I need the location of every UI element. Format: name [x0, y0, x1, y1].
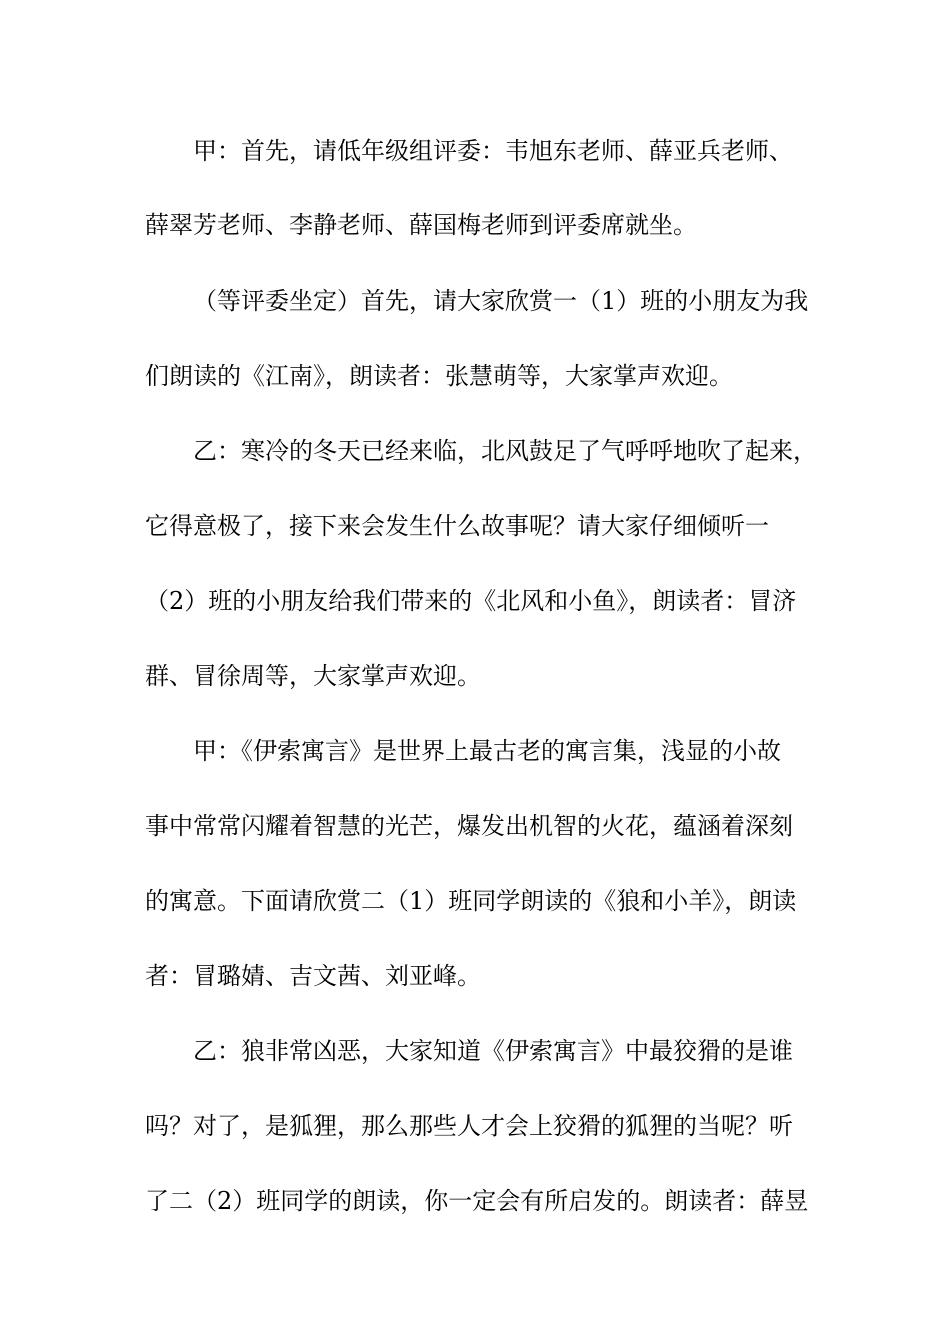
paragraph-4-line-4: 者：冒璐婧、吉文茜、刘亚峰。 [145, 962, 481, 990]
paragraph-2-line-2: 们朗读的《江南》，朗读者：张慧萌等，大家掌声欢迎。 [145, 362, 733, 390]
paragraph-3-line-4: 群、冒徐周等，大家掌声欢迎。 [145, 662, 481, 690]
paragraph-1-line-1: 甲：首先，请低年级组评委：韦旭东老师、薛亚兵老师、 [193, 137, 793, 165]
paragraph-4-line-2: 事中常常闪耀着智慧的光芒，爆发出机智的火花，蕴涵着深刻 [145, 812, 793, 840]
paragraph-2-line-1: （等评委坐定）首先，请大家欣赏一（1）班的小朋友为我 [193, 287, 809, 315]
paragraph-3-line-1: 乙：寒冷的冬天已经来临，北风鼓足了气呼呼地吹了起来， [193, 437, 817, 465]
paragraph-1-line-2: 薛翠芳老师、李静老师、薛国梅老师到评委席就坐。 [145, 211, 697, 239]
paragraph-3-line-3: （2）班的小朋友给我们带来的《北风和小鱼》，朗读者：冒济 [145, 587, 797, 615]
paragraph-5-line-1: 乙：狼非常凶恶，大家知道《伊索寓言》中最狡猾的是谁 [193, 1037, 793, 1065]
paragraph-4-line-3: 的寓意。下面请欣赏二（1）班同学朗读的《狼和小羊》，朗读 [145, 887, 797, 915]
paragraph-5-line-3: 了二（2）班同学的朗读，你一定会有所启发的。朗读者：薛昱 [145, 1187, 809, 1215]
paragraph-3-line-2: 它得意极了，接下来会发生什么故事呢？请大家仔细倾听一 [145, 512, 769, 540]
paragraph-5-line-2: 吗？对了，是狐狸，那么那些人才会上狡猾的狐狸的当呢？听 [145, 1112, 793, 1140]
paragraph-4-line-1: 甲：《伊索寓言》是世界上最古老的寓言集，浅显的小故 [193, 737, 781, 765]
